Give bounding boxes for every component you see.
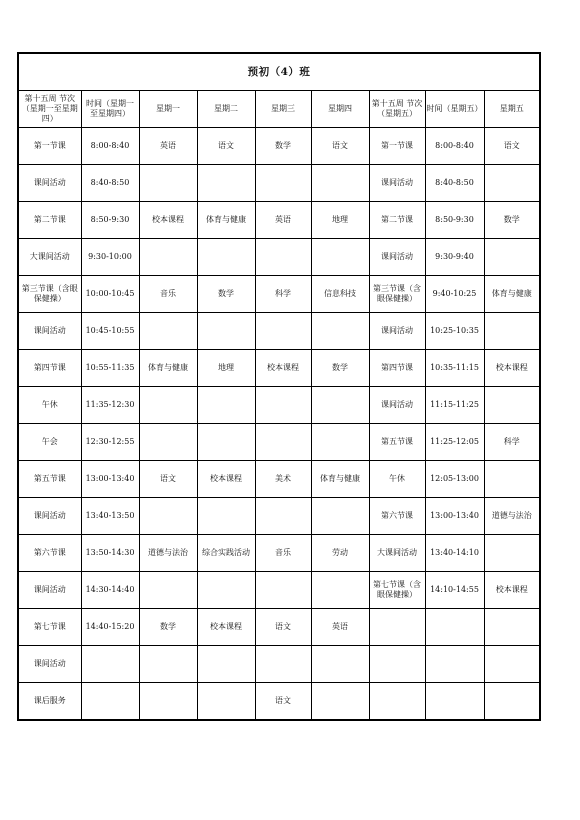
friday-period-cell: 第四节课 xyxy=(369,350,425,387)
time-cell: 8:50-9:30 xyxy=(81,202,139,239)
friday-time-cell: 9:30-9:40 xyxy=(425,239,484,276)
table-row xyxy=(18,535,540,572)
friday-time-cell: 10:35-11:15 xyxy=(425,350,484,387)
table-row xyxy=(18,165,540,202)
table-row xyxy=(18,424,540,461)
period-cell: 课间活动 xyxy=(18,498,81,535)
thursday-cell xyxy=(311,239,369,276)
time-cell: 10:45-10:55 xyxy=(81,313,139,350)
monday-cell xyxy=(139,572,197,609)
table-row xyxy=(18,461,540,498)
friday-period-cell: 大课间活动 xyxy=(369,535,425,572)
friday-period-cell: 第一节课 xyxy=(369,128,425,165)
header-period-friday: 第十五周 节次 （星期五） xyxy=(369,91,425,128)
thursday-cell: 英语 xyxy=(311,609,369,646)
table-row xyxy=(18,646,540,683)
wednesday-cell xyxy=(255,313,311,350)
friday-time-cell: 12:05-13:00 xyxy=(425,461,484,498)
tuesday-cell xyxy=(197,165,255,202)
period-cell: 课间活动 xyxy=(18,165,81,202)
header-monday: 星期一 xyxy=(139,91,197,128)
friday-time-cell xyxy=(425,609,484,646)
friday-time-cell: 13:00-13:40 xyxy=(425,498,484,535)
monday-cell xyxy=(139,683,197,721)
time-cell xyxy=(81,646,139,683)
wednesday-cell xyxy=(255,424,311,461)
wednesday-cell xyxy=(255,387,311,424)
friday-time-cell: 8:00-8:40 xyxy=(425,128,484,165)
friday-time-cell xyxy=(425,683,484,721)
header-period: 第十五周 节次（星期一至星期四） xyxy=(18,91,81,128)
period-cell: 第二节课 xyxy=(18,202,81,239)
period-cell: 第三节课（含眼保健操） xyxy=(18,276,81,313)
thursday-cell xyxy=(311,387,369,424)
tuesday-cell xyxy=(197,387,255,424)
friday-cell xyxy=(484,535,540,572)
monday-cell: 英语 xyxy=(139,128,197,165)
wednesday-cell: 科学 xyxy=(255,276,311,313)
period-cell: 课间活动 xyxy=(18,313,81,350)
thursday-cell: 地理 xyxy=(311,202,369,239)
friday-time-cell: 9:40-10:25 xyxy=(425,276,484,313)
friday-time-cell: 13:40-14:10 xyxy=(425,535,484,572)
friday-cell: 数学 xyxy=(484,202,540,239)
period-cell: 午会 xyxy=(18,424,81,461)
wednesday-cell: 音乐 xyxy=(255,535,311,572)
time-cell: 12:30-12:55 xyxy=(81,424,139,461)
table-row xyxy=(18,498,540,535)
time-cell: 8:00-8:40 xyxy=(81,128,139,165)
friday-period-cell: 第三节课（含眼保健操） xyxy=(369,276,425,313)
thursday-cell: 劳动 xyxy=(311,535,369,572)
period-cell: 午休 xyxy=(18,387,81,424)
friday-period-cell: 第六节课 xyxy=(369,498,425,535)
friday-cell: 校本课程 xyxy=(484,350,540,387)
thursday-cell: 语文 xyxy=(311,128,369,165)
friday-cell xyxy=(484,313,540,350)
time-cell: 14:30-14:40 xyxy=(81,572,139,609)
thursday-cell xyxy=(311,313,369,350)
timetable-body xyxy=(18,128,540,721)
tuesday-cell xyxy=(197,646,255,683)
class-timetable xyxy=(17,52,541,721)
friday-time-cell xyxy=(425,646,484,683)
period-cell: 课后服务 xyxy=(18,683,81,721)
monday-cell: 校本课程 xyxy=(139,202,197,239)
period-cell: 课间活动 xyxy=(18,646,81,683)
monday-cell xyxy=(139,239,197,276)
tuesday-cell: 校本课程 xyxy=(197,461,255,498)
table-row xyxy=(18,239,540,276)
friday-time-cell: 14:10-14:55 xyxy=(425,572,484,609)
header-time-friday: 时间（星期五） xyxy=(425,91,484,128)
wednesday-cell: 语文 xyxy=(255,683,311,721)
friday-cell xyxy=(484,646,540,683)
time-cell: 9:30-10:00 xyxy=(81,239,139,276)
table-row xyxy=(18,387,540,424)
friday-period-cell xyxy=(369,609,425,646)
tuesday-cell: 综合实践活动 xyxy=(197,535,255,572)
friday-time-cell: 11:15-11:25 xyxy=(425,387,484,424)
period-cell: 第一节课 xyxy=(18,128,81,165)
wednesday-cell xyxy=(255,646,311,683)
monday-cell: 体育与健康 xyxy=(139,350,197,387)
friday-cell xyxy=(484,609,540,646)
thursday-cell xyxy=(311,165,369,202)
table-row xyxy=(18,128,540,165)
wednesday-cell xyxy=(255,239,311,276)
time-cell xyxy=(81,683,139,721)
period-cell: 第六节课 xyxy=(18,535,81,572)
monday-cell xyxy=(139,498,197,535)
tuesday-cell: 数学 xyxy=(197,276,255,313)
timetable-title: 预初（4）班 xyxy=(18,53,540,91)
thursday-cell: 数学 xyxy=(311,350,369,387)
monday-cell xyxy=(139,387,197,424)
period-cell: 第五节课 xyxy=(18,461,81,498)
friday-time-cell: 8:40-8:50 xyxy=(425,165,484,202)
thursday-cell xyxy=(311,572,369,609)
table-row xyxy=(18,609,540,646)
table-row xyxy=(18,313,540,350)
monday-cell xyxy=(139,424,197,461)
thursday-cell: 体育与健康 xyxy=(311,461,369,498)
table-row xyxy=(18,350,540,387)
tuesday-cell xyxy=(197,424,255,461)
tuesday-cell: 语文 xyxy=(197,128,255,165)
monday-cell xyxy=(139,313,197,350)
tuesday-cell xyxy=(197,498,255,535)
friday-cell xyxy=(484,683,540,721)
monday-cell xyxy=(139,646,197,683)
table-row xyxy=(18,683,540,721)
wednesday-cell: 校本课程 xyxy=(255,350,311,387)
friday-cell xyxy=(484,239,540,276)
friday-time-cell: 10:25-10:35 xyxy=(425,313,484,350)
friday-period-cell: 课间活动 xyxy=(369,387,425,424)
friday-cell: 校本课程 xyxy=(484,572,540,609)
wednesday-cell: 美术 xyxy=(255,461,311,498)
wednesday-cell xyxy=(255,498,311,535)
friday-period-cell: 第二节课 xyxy=(369,202,425,239)
thursday-cell xyxy=(311,424,369,461)
tuesday-cell: 校本课程 xyxy=(197,609,255,646)
friday-cell xyxy=(484,387,540,424)
monday-cell: 数学 xyxy=(139,609,197,646)
friday-cell: 科学 xyxy=(484,424,540,461)
time-cell: 10:00-10:45 xyxy=(81,276,139,313)
time-cell: 14:40-15:20 xyxy=(81,609,139,646)
friday-period-cell: 第五节课 xyxy=(369,424,425,461)
wednesday-cell: 英语 xyxy=(255,202,311,239)
wednesday-cell: 数学 xyxy=(255,128,311,165)
time-cell: 10:55-11:35 xyxy=(81,350,139,387)
friday-cell xyxy=(484,461,540,498)
friday-period-cell: 课间活动 xyxy=(369,313,425,350)
monday-cell xyxy=(139,165,197,202)
time-cell: 8:40-8:50 xyxy=(81,165,139,202)
friday-time-cell: 8:50-9:30 xyxy=(425,202,484,239)
header-wednesday: 星期三 xyxy=(255,91,311,128)
period-cell: 第四节课 xyxy=(18,350,81,387)
friday-period-cell: 课间活动 xyxy=(369,165,425,202)
tuesday-cell xyxy=(197,683,255,721)
time-cell: 13:40-13:50 xyxy=(81,498,139,535)
header-tuesday: 星期二 xyxy=(197,91,255,128)
tuesday-cell xyxy=(197,239,255,276)
table-row xyxy=(18,202,540,239)
friday-cell: 语文 xyxy=(484,128,540,165)
thursday-cell xyxy=(311,498,369,535)
friday-period-cell: 课间活动 xyxy=(369,239,425,276)
period-cell: 大课间活动 xyxy=(18,239,81,276)
tuesday-cell xyxy=(197,313,255,350)
friday-period-cell xyxy=(369,683,425,721)
friday-period-cell: 第七节课（含眼保健操） xyxy=(369,572,425,609)
period-cell: 第七节课 xyxy=(18,609,81,646)
header-thursday: 星期四 xyxy=(311,91,369,128)
monday-cell: 音乐 xyxy=(139,276,197,313)
thursday-cell: 信息科技 xyxy=(311,276,369,313)
wednesday-cell: 语文 xyxy=(255,609,311,646)
friday-period-cell: 午休 xyxy=(369,461,425,498)
thursday-cell xyxy=(311,646,369,683)
table-row xyxy=(18,572,540,609)
header-time: 时间（星期一至星期四） xyxy=(81,91,139,128)
friday-cell: 道德与法治 xyxy=(484,498,540,535)
table-row xyxy=(18,276,540,313)
wednesday-cell xyxy=(255,572,311,609)
tuesday-cell: 地理 xyxy=(197,350,255,387)
wednesday-cell xyxy=(255,165,311,202)
time-cell: 13:00-13:40 xyxy=(81,461,139,498)
friday-period-cell xyxy=(369,646,425,683)
time-cell: 13:50-14:30 xyxy=(81,535,139,572)
monday-cell: 语文 xyxy=(139,461,197,498)
timetable-sheet xyxy=(17,52,539,721)
time-cell: 11:35-12:30 xyxy=(81,387,139,424)
period-cell: 课间活动 xyxy=(18,572,81,609)
tuesday-cell: 体育与健康 xyxy=(197,202,255,239)
friday-cell xyxy=(484,165,540,202)
header-friday: 星期五 xyxy=(484,91,540,128)
tuesday-cell xyxy=(197,572,255,609)
friday-cell: 体育与健康 xyxy=(484,276,540,313)
thursday-cell xyxy=(311,683,369,721)
monday-cell: 道德与法治 xyxy=(139,535,197,572)
friday-time-cell: 11:25-12:05 xyxy=(425,424,484,461)
